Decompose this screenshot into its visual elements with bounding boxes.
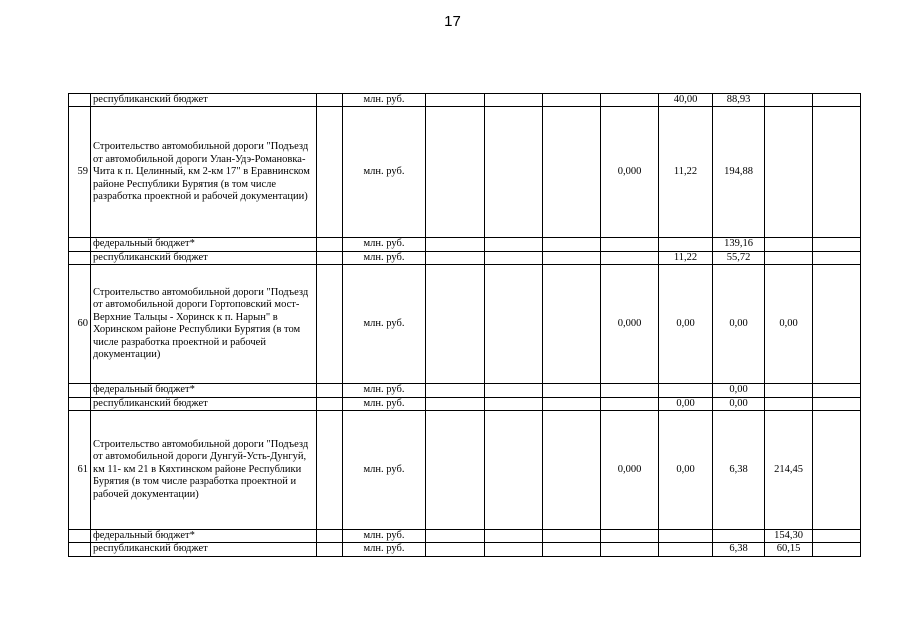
value-cell: [765, 238, 813, 251]
value-cell: 11,22: [659, 251, 713, 264]
row-number: 61: [69, 411, 91, 530]
item-name: республиканский бюджет: [91, 94, 317, 107]
empty-cell: [813, 397, 861, 410]
unit-cell: млн. руб.: [343, 530, 426, 543]
row-number: [69, 397, 91, 410]
value-cell: 0,00: [713, 397, 765, 410]
empty-cell: [426, 107, 485, 238]
value-cell: 0,00: [713, 265, 765, 384]
row-number: 60: [69, 265, 91, 384]
value-cell: 194,88: [713, 107, 765, 238]
row-number: [69, 251, 91, 264]
empty-cell: [485, 107, 543, 238]
value-cell: 0,00: [713, 384, 765, 397]
empty-cell: [426, 411, 485, 530]
value-cell: 154,30: [765, 530, 813, 543]
empty-cell: [485, 265, 543, 384]
value-cell: [765, 251, 813, 264]
value-cell: 214,45: [765, 411, 813, 530]
empty-cell: [485, 384, 543, 397]
empty-cell: [317, 543, 343, 556]
empty-cell: [813, 94, 861, 107]
empty-cell: [426, 251, 485, 264]
funding-row: [69, 384, 861, 397]
empty-cell: [317, 411, 343, 530]
unit-cell: млн. руб.: [343, 238, 426, 251]
empty-cell: [813, 251, 861, 264]
empty-cell: [813, 543, 861, 556]
empty-cell: [543, 107, 601, 238]
value-cell: [601, 238, 659, 251]
row-number: [69, 384, 91, 397]
value-cell: 60,15: [765, 543, 813, 556]
page-number: 17: [444, 13, 461, 30]
empty-cell: [543, 397, 601, 410]
value-cell: 0,00: [765, 265, 813, 384]
value-cell: [765, 397, 813, 410]
value-cell: 88,93: [713, 94, 765, 107]
funding-row: [69, 238, 861, 251]
value-cell: 139,16: [713, 238, 765, 251]
value-cell: [601, 251, 659, 264]
project-row: [69, 107, 861, 238]
funding-row: [69, 397, 861, 410]
value-cell: [765, 107, 813, 238]
value-cell: [659, 543, 713, 556]
empty-cell: [543, 94, 601, 107]
empty-cell: [543, 543, 601, 556]
empty-cell: [813, 265, 861, 384]
empty-cell: [543, 411, 601, 530]
row-number: 59: [69, 107, 91, 238]
unit-cell: млн. руб.: [343, 397, 426, 410]
project-row: [69, 265, 861, 384]
value-cell: [765, 94, 813, 107]
item-name: республиканский бюджет: [91, 251, 317, 264]
empty-cell: [485, 411, 543, 530]
row-number: [69, 238, 91, 251]
empty-cell: [317, 238, 343, 251]
value-cell: [601, 94, 659, 107]
item-name: федеральный бюджет*: [91, 384, 317, 397]
empty-cell: [543, 238, 601, 251]
item-name: федеральный бюджет*: [91, 238, 317, 251]
value-cell: [765, 384, 813, 397]
item-name: Строительство автомобильной дороги "Подъезд от автомобильной дороги Улан-Удэ-Романовка-Чита к п. Целинный, км 2-км 17" в Еравнинском районе Республики Бурятия (в том числе разработка проектной и рабочей документации): [91, 107, 317, 238]
empty-cell: [426, 384, 485, 397]
empty-cell: [426, 238, 485, 251]
value-cell: [713, 530, 765, 543]
unit-cell: млн. руб.: [343, 94, 426, 107]
empty-cell: [317, 94, 343, 107]
empty-cell: [543, 251, 601, 264]
funding-row: [69, 543, 861, 556]
value-cell: [601, 384, 659, 397]
empty-cell: [426, 543, 485, 556]
empty-cell: [543, 530, 601, 543]
value-cell: 0,000: [601, 107, 659, 238]
empty-cell: [317, 384, 343, 397]
item-name: республиканский бюджет: [91, 543, 317, 556]
budget-table: [68, 93, 861, 557]
value-cell: 0,00: [659, 411, 713, 530]
value-cell: 40,00: [659, 94, 713, 107]
value-cell: [659, 238, 713, 251]
value-cell: 0,000: [601, 411, 659, 530]
empty-cell: [485, 238, 543, 251]
funding-row: [69, 251, 861, 264]
empty-cell: [317, 251, 343, 264]
value-cell: [601, 530, 659, 543]
empty-cell: [317, 107, 343, 238]
unit-cell: млн. руб.: [343, 411, 426, 530]
funding-row: [69, 530, 861, 543]
unit-cell: млн. руб.: [343, 543, 426, 556]
empty-cell: [485, 251, 543, 264]
value-cell: [601, 397, 659, 410]
empty-cell: [485, 543, 543, 556]
empty-cell: [426, 397, 485, 410]
value-cell: [659, 530, 713, 543]
item-name: республиканский бюджет: [91, 397, 317, 410]
value-cell: 55,72: [713, 251, 765, 264]
unit-cell: млн. руб.: [343, 107, 426, 238]
unit-cell: млн. руб.: [343, 384, 426, 397]
row-number: [69, 94, 91, 107]
empty-cell: [426, 265, 485, 384]
empty-cell: [813, 411, 861, 530]
empty-cell: [317, 397, 343, 410]
item-name: федеральный бюджет*: [91, 530, 317, 543]
item-name: Строительство автомобильной дороги "Подъезд от автомобильной дороги Гортоповский мост-Верхние Тальцы - Хоринск к п. Нарын" в Хоринском районе Республики Бурятия (в том числе разработка проектной и рабочей документации): [91, 265, 317, 384]
empty-cell: [485, 397, 543, 410]
funding-row: [69, 94, 861, 107]
empty-cell: [813, 530, 861, 543]
empty-cell: [543, 265, 601, 384]
empty-cell: [485, 94, 543, 107]
empty-cell: [543, 384, 601, 397]
value-cell: 6,38: [713, 543, 765, 556]
row-number: [69, 543, 91, 556]
empty-cell: [317, 530, 343, 543]
empty-cell: [813, 384, 861, 397]
value-cell: [659, 384, 713, 397]
row-number: [69, 530, 91, 543]
value-cell: 0,00: [659, 397, 713, 410]
empty-cell: [317, 265, 343, 384]
table-body: [69, 94, 861, 557]
unit-cell: млн. руб.: [343, 251, 426, 264]
empty-cell: [813, 238, 861, 251]
value-cell: [601, 543, 659, 556]
value-cell: 6,38: [713, 411, 765, 530]
unit-cell: млн. руб.: [343, 265, 426, 384]
empty-cell: [426, 530, 485, 543]
item-name: Строительство автомобильной дороги "Подъезд от автомобильной дороги Дунгуй-Усть-Дунгуй, км 11- км 21 в Кяхтинском районе Республики Бурятия (в том числе разработка проектной и рабочей документации): [91, 411, 317, 530]
value-cell: 0,00: [659, 265, 713, 384]
empty-cell: [485, 530, 543, 543]
value-cell: 0,000: [601, 265, 659, 384]
empty-cell: [426, 94, 485, 107]
project-row: [69, 411, 861, 530]
empty-cell: [813, 107, 861, 238]
value-cell: 11,22: [659, 107, 713, 238]
